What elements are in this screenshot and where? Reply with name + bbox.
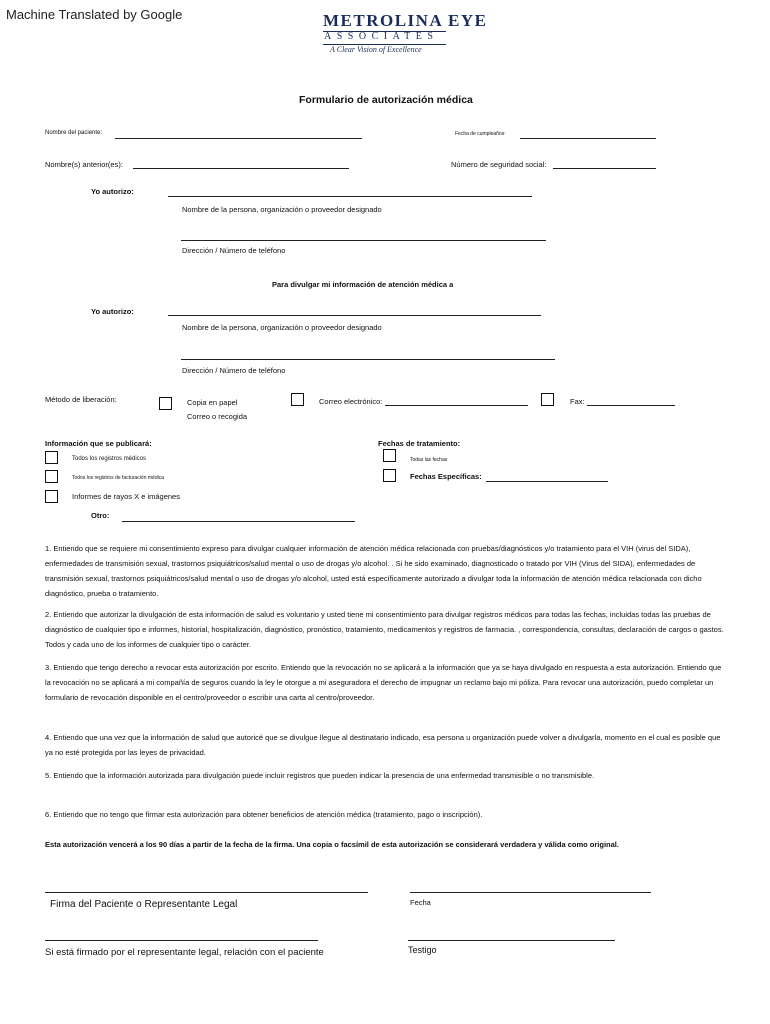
patient-name-field[interactable]	[115, 138, 362, 139]
clause-1: 1. Entiendo que se requiere mi consentimiento expreso para divulgar cualquier información de atención médica relacionada con pruebas/diagnósticos y/o tratamiento para el VIH (virus del SIDA), enfermedades de transmisión sexual, trastornos psiquiátricos/salud mental o uso de drogas y/o alcohol. . Si he sido examinado, diagnosticado o tratado por VIH (Virus del SIDA), enfermedades de transmisión sexual, trastornos psiquiátricos/salud mental o uso de drogas y/o alcohol, usted está específicamente autorizado a divulgar toda la información de atención médica relacionada con dicho diagnóstico, prueba o tratamiento.	[45, 544, 702, 598]
previous-names-field[interactable]	[133, 168, 349, 169]
paper-copy-label: Copia en papel	[187, 398, 238, 407]
patient-name-label: Nombre del paciente:	[45, 130, 103, 136]
authorize-label-2: Yo autorizo:	[91, 307, 134, 316]
info-heading: Información que se publicará:	[45, 439, 152, 448]
address-caption-2: Dirección / Número de teléfono	[182, 366, 286, 375]
dates-heading: Fechas de tratamiento:	[378, 439, 461, 448]
email-field[interactable]	[385, 405, 528, 406]
address-field-1[interactable]	[181, 240, 546, 241]
date-label: Fecha	[410, 898, 431, 907]
other-field[interactable]	[122, 521, 355, 522]
representative-relation-label: Si está firmado por el representante legal, relación con el paciente	[45, 947, 324, 958]
email-label: Correo electrónico:	[319, 397, 383, 406]
xray-reports-label: Informes de rayos X e imágenes	[72, 492, 180, 501]
authorize-field-2[interactable]	[168, 315, 541, 316]
dob-label: Fecha de cumpleaños:	[455, 131, 506, 137]
ssn-field[interactable]	[553, 168, 656, 169]
clause-3: 3. Entiendo que tengo derecho a revocar esta autorización por escrito. Entiendo que la revocación no se aplicará a la información que ya se haya divulgado en respuesta a esta autorización. Entiendo que la revocación no se aplicará a mi compañía de seguros cuando la ley le otorgue a mi aseguradora el derecho de impugnar un reclamo bajo mi póliza. Para revocar una autorización, puedo completar un formulario de revocación disponible en el centro/proveedor o escribir una carta al centro/proveedor.	[45, 663, 722, 702]
representative-relation-field[interactable]	[45, 940, 318, 941]
all-medical-records-checkbox[interactable]	[45, 451, 58, 464]
paper-copy-checkbox[interactable]	[159, 397, 172, 410]
authorize-field-1[interactable]	[168, 196, 532, 197]
dob-field[interactable]	[520, 138, 656, 139]
address-field-2[interactable]	[181, 359, 555, 360]
page-title: Formulario de autorización médica	[299, 94, 473, 106]
other-label: Otro:	[91, 511, 110, 520]
machine-translated-banner: Machine Translated by Google	[6, 7, 183, 22]
billing-records-checkbox[interactable]	[45, 470, 58, 483]
logo-tagline: A Clear Vision of Excellence	[330, 45, 422, 54]
release-method-label: Método de liberación:	[45, 395, 117, 404]
specific-dates-field[interactable]	[486, 481, 608, 482]
designee-caption-1: Nombre de la persona, organización o proveedor designado	[182, 205, 382, 214]
previous-names-label: Nombre(s) anterior(es):	[45, 160, 123, 169]
expiry-notice: Esta autorización vencerá a los 90 días a partir de la fecha de la firma. Una copia o facsímil de esta autorización se considerará verdadera y válida como original.	[45, 840, 619, 849]
witness-label: Testigo	[408, 945, 437, 955]
patient-signature-label: Firma del Paciente o Representante Legal	[50, 899, 238, 910]
disclose-heading: Para divulgar mi información de atención médica a	[272, 280, 454, 289]
all-dates-checkbox[interactable]	[383, 449, 396, 462]
clause-5: 5. Entiendo que la información autorizada para divulgación puede incluir registros que pueden indicar la presencia de una enfermedad transmisible o no transmisible.	[45, 771, 595, 780]
fax-field[interactable]	[587, 405, 675, 406]
clause-6: 6. Entiendo que no tengo que firmar esta autorización para obtener beneficios de atención médica (tratamiento, pago o inscripción).	[45, 810, 483, 819]
logo-sub: ASSOCIATES	[324, 31, 439, 42]
date-field[interactable]	[410, 892, 651, 893]
authorize-label-1: Yo autorizo:	[91, 187, 134, 196]
email-checkbox[interactable]	[291, 393, 304, 406]
logo-name: METROLINA EYE	[323, 11, 488, 30]
xray-reports-checkbox[interactable]	[45, 490, 58, 503]
designee-caption-2: Nombre de la persona, organización o proveedor designado	[182, 323, 382, 332]
patient-signature-field[interactable]	[45, 892, 368, 893]
address-caption-1: Dirección / Número de teléfono	[182, 246, 286, 255]
fax-checkbox[interactable]	[541, 393, 554, 406]
mail-pickup-label: Correo o recogida	[187, 412, 248, 421]
clause-2: 2. Entiendo que autorizar la divulgación de esta información de salud es voluntario y usted tiene mi consentimiento para divulgar registros médicos para todas las fechas, incluidas todas las pruebas de diagnóstico de cualquier tipo e informes, historial, hospitalización, diagnóstico, pronóstico, tratamiento, medicamentos y registros de farmacia. , correspondencia, consultas, declaración de cargos o gastos. Todos y cada uno de los informes de cualquier tipo o carácter.	[45, 610, 724, 649]
witness-field[interactable]	[408, 940, 615, 941]
specific-dates-label: Fechas Específicas:	[410, 472, 482, 481]
all-medical-records-label: Todos los registros médicos	[72, 456, 147, 462]
clause-4: 4. Entiendo que una vez que la información de salud que autoricé que se divulgue llegue al destinatario indicado, esa persona u organización puede volver a divulgarla, momento en el cual es posible que ya no esté protegida por las leyes de privacidad.	[45, 733, 721, 757]
all-dates-label: Todas las fechas	[410, 457, 448, 463]
billing-records-label: Todos los registros de facturación médica	[72, 475, 164, 481]
specific-dates-checkbox[interactable]	[383, 469, 396, 482]
fax-label: Fax:	[570, 397, 585, 406]
ssn-label: Número de seguridad social:	[451, 160, 547, 169]
